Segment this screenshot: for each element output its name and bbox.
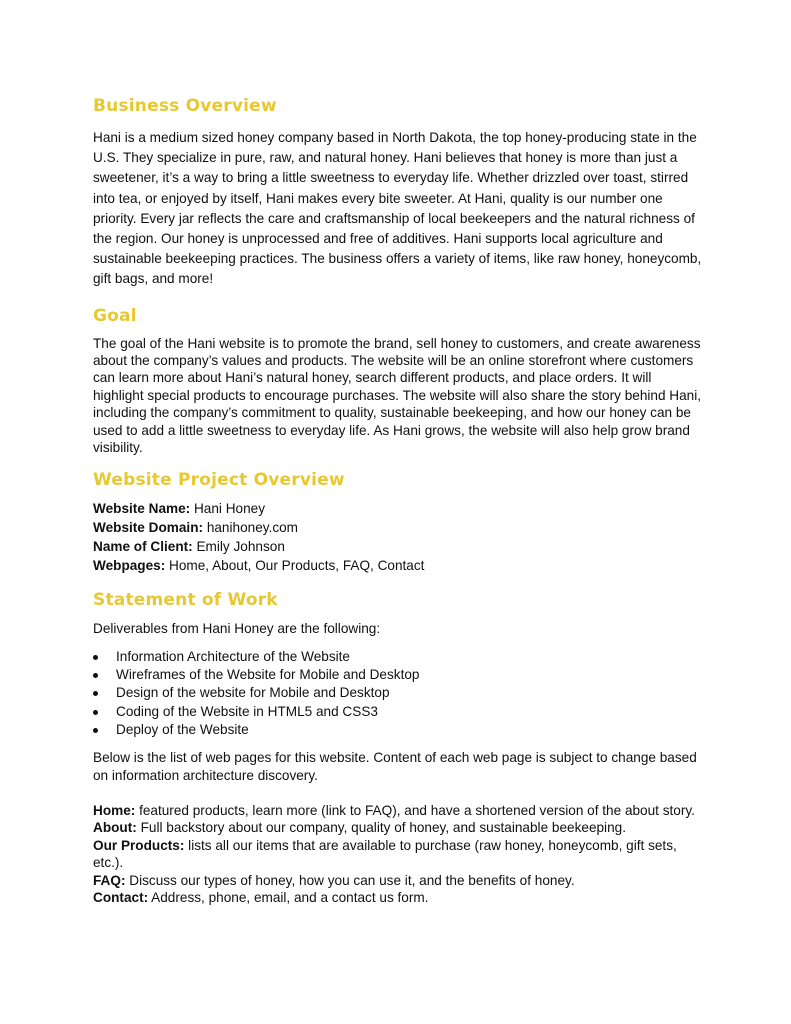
webpage-row-contact xyxy=(93,889,703,906)
bullet-icon xyxy=(93,691,98,696)
webpage-description: Address, phone, email, and a contact us form. xyxy=(151,889,429,905)
webpage-label: FAQ: xyxy=(93,872,126,888)
project-value: Hani Honey xyxy=(193,501,266,517)
webpage-row-our-products xyxy=(93,837,703,872)
project-row-webpages xyxy=(93,557,703,576)
deliverables-list xyxy=(93,648,703,739)
statement-of-work-heading: Statement of Work xyxy=(93,589,278,610)
webpage-label: Home: xyxy=(93,802,136,818)
deliverable-text: Information Architecture of the Website xyxy=(116,648,350,664)
deliverable-text: Deploy of the Website xyxy=(116,721,249,737)
webpage-label: Contact: xyxy=(93,889,149,905)
project-row-website-domain xyxy=(93,519,703,538)
webpage-row-faq xyxy=(93,872,703,889)
document-page xyxy=(93,96,703,906)
list-item xyxy=(93,648,703,666)
list-item xyxy=(93,703,703,721)
deliverables-intro: Deliverables from Hani Honey are the following: xyxy=(93,620,381,636)
project-label: Website Name: xyxy=(93,501,191,517)
project-label: Name of Client: xyxy=(93,539,193,555)
goal-text: The goal of the Hani website is to promote the brand, sell honey to customers, and create awareness about the company’s values and products. The website will be an online storefront where customers can learn more about Hani’s natural honey, search different products, and place orders. It will highlight special products to encourage purchases. The website will also share the story behind Hani, including the company’s commitment to quality, sustainable beekeeping, and how our honey can be used to add a little sweetness to everyday life. As Hani grows, the website will also help grow brand visibility. xyxy=(93,335,702,456)
webpage-description: Full backstory about our company, quality of honey, and sustainable beekeeping. xyxy=(140,820,626,836)
webpages-description: Below is the list of web pages for this website. Content of each web page is subject to change based on information architecture discovery. xyxy=(93,750,697,783)
webpages-list xyxy=(93,802,703,906)
project-overview-heading: Website Project Overview xyxy=(93,470,345,491)
project-row-website-name xyxy=(93,500,703,519)
deliverable-text: Coding of the Website in HTML5 and CSS3 xyxy=(116,703,378,719)
deliverable-text: Wireframes of the Website for Mobile and Desktop xyxy=(116,666,420,682)
bullet-icon xyxy=(93,728,98,733)
webpage-description: featured products, learn more (link to FAQ), and have a shortened version of the about story. xyxy=(139,802,695,818)
project-label: Webpages: xyxy=(93,557,166,573)
webpage-description: lists all our items that are available to purchase (raw honey, honeycomb, gift sets, etc.). xyxy=(93,837,677,871)
webpage-label: About: xyxy=(93,820,137,836)
project-row-client-name xyxy=(93,538,703,557)
deliverable-text: Design of the website for Mobile and Desktop xyxy=(116,685,390,701)
business-overview-text: Hani is a medium sized honey company based in North Dakota, the top honey-producing state in the U.S. They specialize in pure, raw, and natural honey. Hani believes that honey is more than just a sweetener, it’s a way to bring a little sweetness to everyday life. Whether drizzled over toast, stirred into tea, or enjoyed by itself, Hani makes every bite sweeter. At Hani, quality is our number one priority. Every jar reflects the care and craftsmanship of local beekeepers and the natural richness of the region. Our honey is unprocessed and free of additives. Hani supports local agriculture and sustainable beekeeping practices. The business offers a variety of items, like raw honey, honeycomb, gift bags, and more! xyxy=(93,130,702,287)
list-item xyxy=(93,666,703,684)
webpage-row-about xyxy=(93,819,703,836)
bullet-icon xyxy=(93,655,98,660)
list-item xyxy=(93,721,703,739)
webpage-label: Our Products: xyxy=(93,837,185,853)
project-value: hanihoney.com xyxy=(206,520,298,536)
project-value: Home, About, Our Products, FAQ, Contact xyxy=(169,557,425,573)
bullet-icon xyxy=(93,673,98,678)
goal-heading: Goal xyxy=(93,305,137,326)
webpage-row-home xyxy=(93,802,703,819)
project-details xyxy=(93,500,703,575)
list-item xyxy=(93,684,703,702)
webpage-description: Discuss our types of honey, how you can use it, and the benefits of honey. xyxy=(129,872,575,888)
business-overview-heading: Business Overview xyxy=(93,96,277,116)
bullet-icon xyxy=(93,710,98,715)
project-value: Emily Johnson xyxy=(196,539,285,555)
project-label: Website Domain: xyxy=(93,520,204,536)
